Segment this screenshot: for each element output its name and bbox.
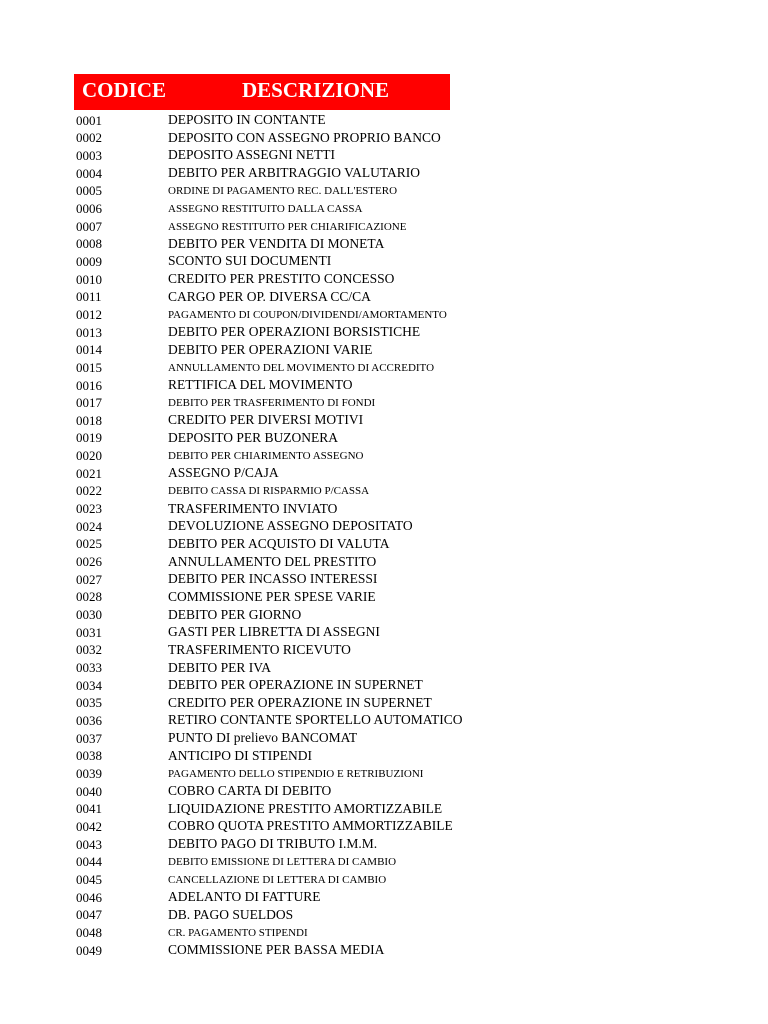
- row-description: DEBITO PAGO DI TRIBUTO I.M.M.: [168, 836, 378, 852]
- row-description: DEPOSITO PER BUZONERA: [168, 429, 339, 445]
- row-code: 0005: [76, 183, 102, 199]
- row-code: 0016: [76, 377, 102, 393]
- row-description: DEBITO PER ARBITRAGGIO VALUTARIO: [168, 165, 421, 181]
- row-code: 0001: [76, 112, 102, 128]
- table-row: [76, 675, 736, 693]
- row-code: 0039: [76, 765, 102, 781]
- row-description: ANTICIPO DI STIPENDI: [168, 747, 312, 763]
- row-description: DEPOSITO ASSEGNI NETTI: [168, 147, 336, 163]
- table-row: [76, 622, 736, 640]
- row-code: 0048: [76, 924, 102, 940]
- row-code: 0043: [76, 836, 102, 852]
- row-code: 0036: [76, 712, 102, 728]
- table-row: [76, 816, 736, 834]
- row-code: 0046: [76, 889, 102, 905]
- row-code: 0035: [76, 695, 102, 711]
- row-code: 0033: [76, 660, 102, 675]
- table-row: [76, 198, 736, 216]
- table-row: [76, 569, 736, 587]
- row-description: DEBITO PER TRASFERIMENTO DI FONDI: [168, 397, 376, 410]
- table-row: [76, 357, 736, 375]
- row-description: RETIRO CONTANTE SPORTELLO AUTOMATICO: [168, 712, 463, 728]
- row-code: 0011: [76, 289, 102, 305]
- table-row: [76, 763, 736, 781]
- row-description: DEBITO PER OPERAZIONE IN SUPERNET: [168, 677, 423, 693]
- row-description: DEBITO PER OPERAZIONI BORSISTICHE: [168, 324, 421, 340]
- table-row: [76, 269, 736, 287]
- table-row: [76, 534, 736, 552]
- row-description: ASSEGNO RESTITUITO DALLA CASSA: [168, 202, 363, 215]
- row-description: CREDITO PER OPERAZIONE IN SUPERNET: [168, 694, 432, 710]
- table-row: [76, 834, 736, 852]
- table-row: [76, 498, 736, 516]
- table-row: [76, 657, 736, 675]
- row-code: 0019: [76, 430, 102, 446]
- row-description: COBRO CARTA DI DEBITO: [168, 783, 332, 799]
- row-code: 0044: [76, 854, 102, 870]
- row-description: DEBITO PER INCASSO INTERESSI: [168, 571, 378, 587]
- table-row: [76, 463, 736, 481]
- table-row: [76, 852, 736, 870]
- row-code: 0020: [76, 448, 102, 464]
- row-description: DEBITO EMISSIONE DI LETTERA DI CAMBIO: [168, 856, 397, 869]
- table-row: [76, 251, 736, 269]
- row-description: DEPOSITO CON ASSEGNO PROPRIO BANCO: [168, 129, 441, 145]
- row-code: 0007: [76, 218, 102, 234]
- row-code: 0031: [76, 624, 102, 640]
- row-code: 0037: [76, 730, 102, 746]
- row-description: PAGAMENTO DELLO STIPENDIO E RETRIBUZIONI: [168, 767, 424, 780]
- row-description: COBRO QUOTA PRESTITO AMMORTIZZABILE: [168, 818, 453, 834]
- row-description: ASSEGNO RESTITUITO PER CHIARIFICAZIONE: [168, 220, 407, 233]
- row-description: PUNTO DI prelievo BANCOMAT: [168, 730, 358, 746]
- row-code: 0012: [76, 306, 102, 322]
- row-code: 0010: [76, 271, 102, 287]
- table-row: [76, 728, 736, 746]
- table-row: [76, 428, 736, 446]
- table-row: [76, 922, 736, 940]
- row-code: 0003: [76, 147, 102, 163]
- row-code: 0045: [76, 871, 102, 887]
- table-row: [76, 445, 736, 463]
- row-description: DEBITO PER IVA: [168, 659, 272, 675]
- description-column-header: DESCRIZIONE: [242, 78, 390, 102]
- table-row: [76, 516, 736, 534]
- table-row: [76, 693, 736, 711]
- table-row: [76, 640, 736, 658]
- row-code: 0040: [76, 783, 102, 799]
- row-code: 0030: [76, 607, 102, 623]
- row-code: 0026: [76, 554, 102, 570]
- table-row: [76, 887, 736, 905]
- row-code: 0028: [76, 589, 102, 605]
- table-row: [76, 551, 736, 569]
- row-code: 0023: [76, 501, 102, 517]
- table-row: [76, 410, 736, 428]
- row-code: 0002: [76, 130, 102, 146]
- table-row: [76, 145, 736, 163]
- row-description: ORDINE DI PAGAMENTO REC. DALL'ESTERO: [168, 185, 398, 198]
- row-description: CR. PAGAMENTO STIPENDI: [168, 926, 308, 939]
- row-code: 0032: [76, 642, 102, 658]
- row-description: DEBITO PER ACQUISTO DI VALUTA: [168, 535, 390, 551]
- code-table: [76, 110, 736, 958]
- row-description: ANNULLAMENTO DEL MOVIMENTO DI ACCREDITO: [168, 361, 435, 374]
- row-code: 0006: [76, 200, 102, 216]
- table-row: [76, 799, 736, 817]
- row-description: COMMISSIONE PER SPESE VARIE: [168, 588, 376, 604]
- table-row: [76, 940, 736, 958]
- table-row: [76, 340, 736, 358]
- table-row: [76, 287, 736, 305]
- code-column-header: CODICE: [82, 78, 167, 102]
- table-row: [76, 322, 736, 340]
- row-description: CREDITO PER DIVERSI MOTIVI: [168, 412, 364, 428]
- row-description: DEBITO PER CHIARIMENTO ASSEGNO: [168, 450, 364, 463]
- row-description: CREDITO PER PRESTITO CONCESSO: [168, 271, 395, 287]
- row-code: 0013: [76, 324, 102, 340]
- table-row: [76, 216, 736, 234]
- row-description: DEBITO PER VENDITA DI MONETA: [168, 235, 385, 251]
- row-code: 0014: [76, 342, 102, 358]
- row-description: CARGO PER OP. DIVERSA CC/CA: [168, 288, 371, 304]
- row-code: 0008: [76, 236, 102, 252]
- row-description: DEBITO PER OPERAZIONI VARIE: [168, 341, 373, 357]
- row-description: DEVOLUZIONE ASSEGNO DEPOSITATO: [168, 518, 413, 534]
- row-code: 0024: [76, 518, 102, 534]
- row-code: 0021: [76, 465, 102, 481]
- row-code: 0025: [76, 536, 102, 552]
- row-code: 0017: [76, 395, 102, 411]
- row-code: 0034: [76, 677, 102, 693]
- table-row: [76, 587, 736, 605]
- row-code: 0038: [76, 748, 102, 764]
- row-code: 0047: [76, 907, 102, 923]
- row-description: CANCELLAZIONE DI LETTERA DI CAMBIO: [168, 873, 387, 886]
- row-code: 0042: [76, 818, 102, 834]
- row-description: RETTIFICA DEL MOVIMENTO: [168, 377, 353, 392]
- table-row: [76, 869, 736, 887]
- table-row: [76, 110, 736, 128]
- row-description: PAGAMENTO DI COUPON/DIVIDENDI/AMORTAMENTO: [168, 308, 447, 321]
- row-code: 0018: [76, 412, 102, 428]
- table-row: [76, 393, 736, 411]
- row-description: DEBITO PER GIORNO: [168, 606, 302, 622]
- row-code: 0015: [76, 359, 102, 375]
- row-code: 0009: [76, 253, 102, 269]
- table-row: [76, 304, 736, 322]
- row-description: DB. PAGO SUELDOS: [168, 906, 294, 922]
- table-row: [76, 163, 736, 181]
- row-code: 0027: [76, 571, 102, 587]
- row-description: SCONTO SUI DOCUMENTI: [168, 253, 332, 269]
- row-description: TRASFERIMENTO RICEVUTO: [168, 641, 351, 657]
- row-description: TRASFERIMENTO INVIATO: [168, 500, 338, 516]
- row-description: ANNULLAMENTO DEL PRESTITO: [168, 553, 377, 569]
- row-code: 0004: [76, 165, 102, 181]
- row-code: 0022: [76, 483, 102, 499]
- row-description: ADELANTO DI FATTURE: [168, 889, 321, 905]
- row-description: ASSEGNO P/CAJA: [168, 465, 279, 481]
- table-row: [76, 710, 736, 728]
- table-row: [76, 481, 736, 499]
- table-row: [76, 375, 736, 393]
- row-code: 0041: [76, 801, 102, 817]
- table-row: [76, 781, 736, 799]
- row-description: COMMISSIONE PER BASSA MEDIA: [168, 942, 385, 957]
- table-row: [76, 128, 736, 146]
- table-row: [76, 746, 736, 764]
- row-description: DEPOSITO IN CONTANTE: [168, 112, 326, 128]
- table-row: [76, 181, 736, 199]
- row-description: LIQUIDAZIONE PRESTITO AMORTIZZABILE: [168, 800, 443, 816]
- row-code: 0049: [76, 942, 102, 958]
- table-row: [76, 234, 736, 252]
- table-row: [76, 905, 736, 923]
- table-header: [74, 74, 450, 110]
- table-row: [76, 604, 736, 622]
- row-description: DEBITO CASSA DI RISPARMIO P/CASSA: [168, 485, 370, 498]
- row-description: GASTI PER LIBRETTA DI ASSEGNI: [168, 624, 380, 640]
